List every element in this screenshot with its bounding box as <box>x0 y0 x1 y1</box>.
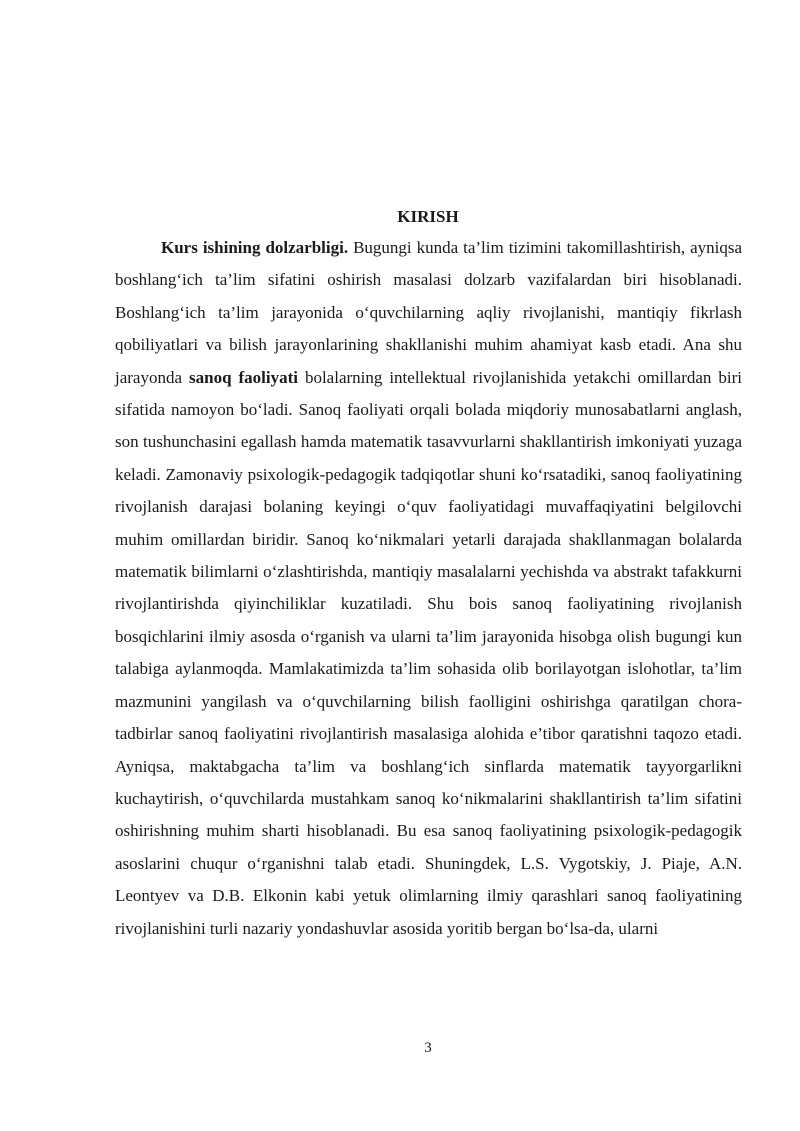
body-paragraph <box>115 232 742 945</box>
section-heading: KIRISH <box>397 207 459 226</box>
page-number: 3 <box>424 1040 432 1056</box>
lead-bold-text: Kurs ishining dolzarbligi. <box>161 238 349 257</box>
paragraph-text-1: Bugungi kunda ta’lim tizimini takomillashtirish, ayniqsa boshlang‘ich ta’lim sifatini oshirish masalasi dolzarb vazifalardan biri hisoblanadi. Boshlang‘ich ta’lim jarayonida o‘quvchilarning aqliy rivojlanishi, mantiqiy fikrlash qobiliyatlari va bilish jarayonlarining shakllanishi muhim ahamiyat kasb etadi. Ana shu jarayonda <box>115 238 742 387</box>
paragraph-text-2: bolalarning intellektual rivojlanishida yetakchi omillardan biri sifatida namoyon bo‘ladi. Sanoq faoliyati orqali bolada miqdoriy munosabatlarni anglash, son tushunchasini egallash hamda matematik tasavvurlarni shakllantirish imkoniyati yuzaga keladi. Zamonaviy psixologik-pedagogik tadqiqotlar shuni ko‘rsatadiki, sanoq faoliyatining rivojlanish darajasi bolaning keyingi o‘quv faoliyatidagi muvaffaqiyatini belgilovchi muhim omillardan biridir. Sanoq ko‘nikmalari yetarli darajada shakllanmagan bolalarda matematik bilimlarni o‘zlashtirishda, mantiqiy masalalarni yechishda va abstrakt tafakkurni rivojlantirishda qiyinchiliklar kuzatiladi. Shu bois sanoq faoliyatining rivojlanish bosqichlarini ilmiy asosda o‘rganish va ularni ta’lim jarayonida hisobga olish bugungi kun talabiga aylanmoqda. Mamlakatimizda ta’lim sohasida olib borilayotgan islohotlar, ta’lim mazmunini yangilash va o‘quvchilarning bilish faolligini oshirishga qaratilgan chora-tadbirlar sanoq faoliyatini rivojlantirish masalasiga alohida e’tibor qaratishni taqozo etadi. Ayniqsa, maktabgacha ta’lim va boshlang‘ich sinflarda matematik tayyorgarlikni kuchaytirish, o‘quvchilarda mustahkam sanoq ko‘nikmalarini shakllantirish ta’lim sifatini oshirishning muhim sharti hisoblanadi. Bu esa sanoq faoliyatining psixologik-pedagogik asoslarini chuqur o‘rganishni talab etadi. Shuningdek, L.S. Vygotskiy, J. Piaje, A.N. Leontyev va D.B. Elkonin kabi yetuk olimlarning ilmiy qarashlari sanoq faoliyatining rivojlanishini turli nazariy yondashuvlar asosida yoritib bergan bo‘lsa-da, ularni <box>115 367 742 938</box>
emphasis-bold-text: sanoq faoliyati <box>189 367 298 387</box>
